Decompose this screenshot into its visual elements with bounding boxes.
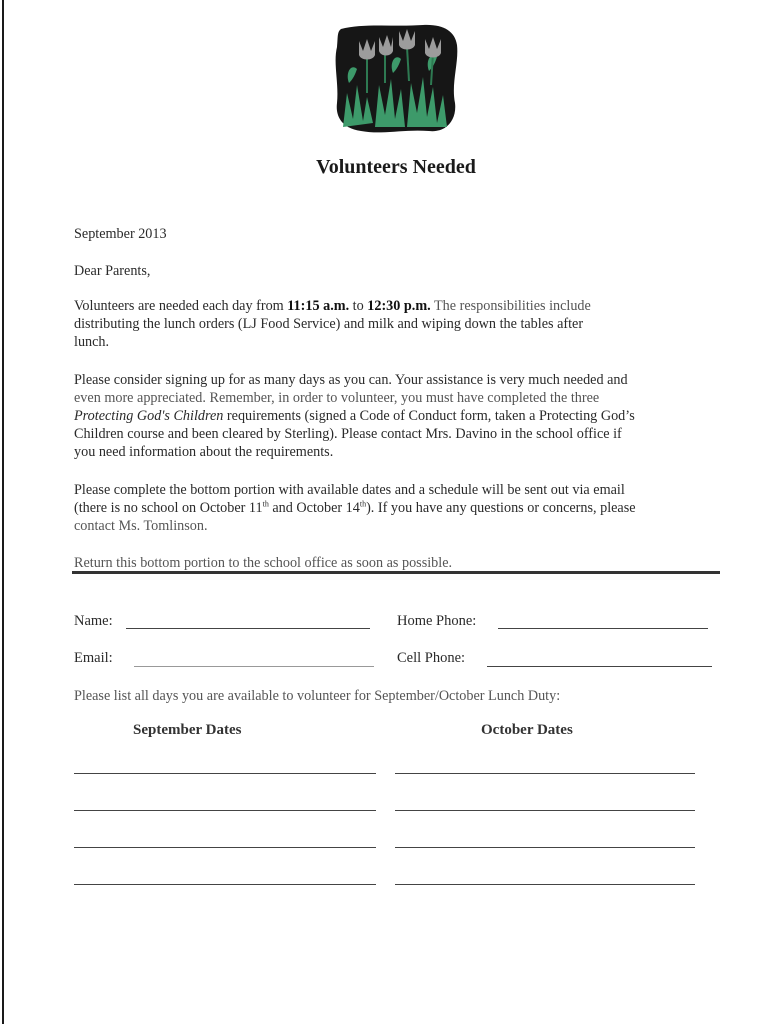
home-phone-label: Home Phone: [397,613,477,629]
return-note: Return this bottom portion to the school office as soon as possible. [74,555,453,571]
october-date-field[interactable] [395,847,695,848]
home-phone-field[interactable] [498,628,708,629]
paragraph-instructions: Please complete the bottom portion with available dates and a schedule will be sent out via email (there is no school on October 11th and October 14th). If you have any questions or concerns, please contact Ms. Tomlinson. [74,482,636,534]
paragraph-responsibilities: Volunteers are needed each day from 11:15 a.m. to 12:30 p.m. The responsibilities include distributing the lunch orders (LJ Food Service) and milk and wiping down the tables after lunch. [74,298,591,350]
availability-instruction: Please list all days you are available to volunteer for September/October Lunch Duty: [74,688,561,704]
name-label: Name: [74,613,113,629]
october-dates-header: October Dates [481,722,573,738]
cell-phone-field[interactable] [487,666,712,667]
email-label: Email: [74,650,113,666]
september-date-field[interactable] [74,847,376,848]
cell-phone-label: Cell Phone: [397,650,466,666]
email-field[interactable] [134,666,374,667]
tulips-clipart-icon [333,23,459,135]
october-date-field[interactable] [395,884,695,885]
october-date-field[interactable] [395,773,695,774]
september-dates-header: September Dates [133,722,242,738]
paragraph-requirements: Please consider signing up for as many days as you can. Your assistance is very much needed and even more appreciated. Remember, in order to volunteer, you must have completed the three Protecting God's Children requirements (signed a Code of Conduct form, taken a Protecting God’s Children course and been cleared by Sterling). Please contact Mrs. Davino in the school office if you need information about the requirements. [74,372,635,460]
section-divider [72,571,720,574]
page-edge-rule [2,0,4,1024]
october-date-field[interactable] [395,810,695,811]
september-date-field[interactable] [74,810,376,811]
name-field[interactable] [126,628,370,629]
september-date-field[interactable] [74,884,376,885]
letter-date: September 2013 [74,226,167,242]
september-date-field[interactable] [74,773,376,774]
page-title: Volunteers Needed [316,156,476,178]
salutation: Dear Parents, [74,263,151,279]
